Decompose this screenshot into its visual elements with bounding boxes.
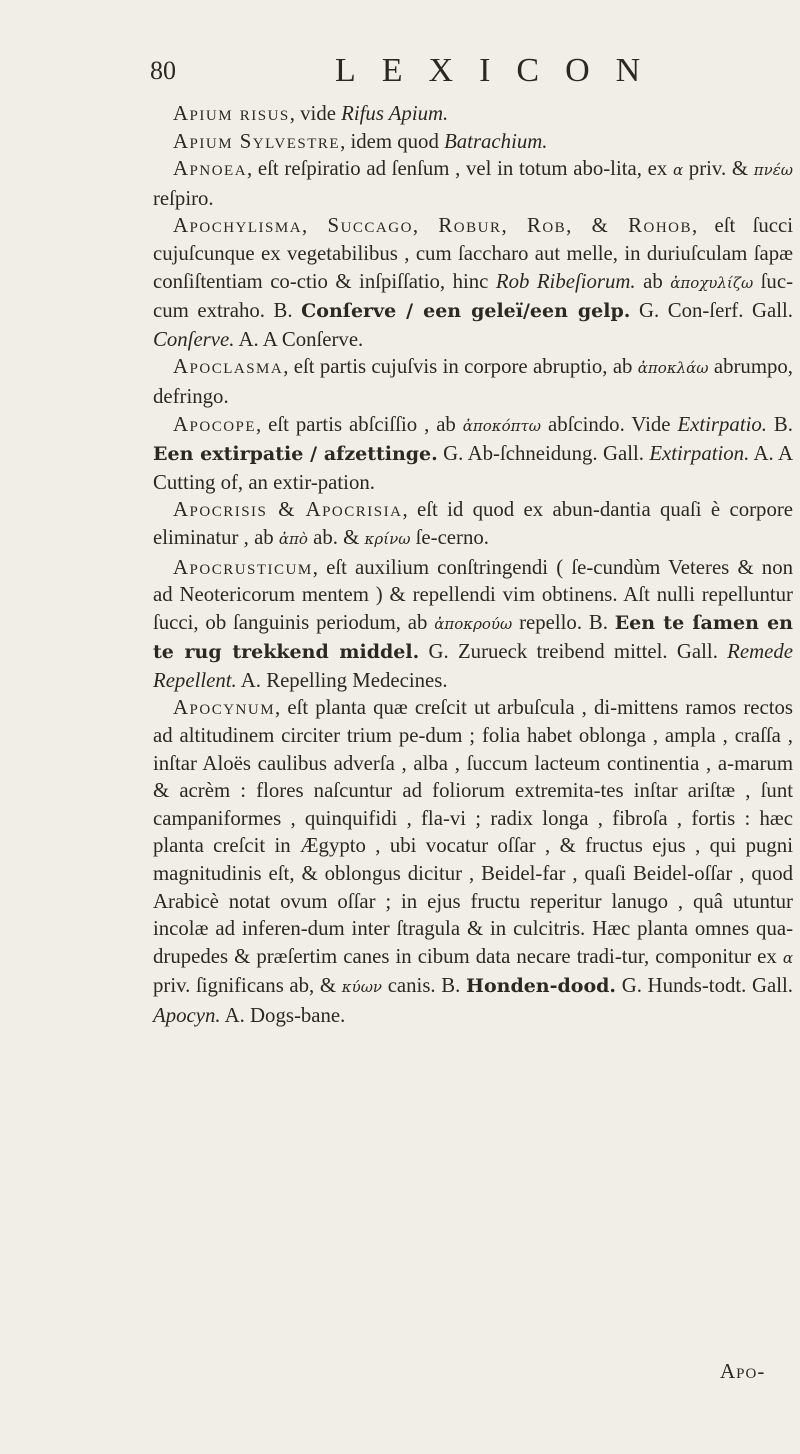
entry-headword: Apocope: [173, 412, 257, 436]
entry-text: B.: [766, 412, 793, 436]
entry-headword: Apocrusticum: [173, 555, 313, 579]
entry-headword: Apnoea: [173, 157, 248, 181]
entry-text: A. A Conſerve.: [234, 327, 364, 351]
entry-text: , idem quod: [340, 129, 445, 153]
entry-headword: Apoclasma: [173, 355, 284, 379]
italic-term: Rifus Apium.: [341, 102, 449, 125]
lexicon-entry: [153, 411, 793, 497]
entry-text: G. Con-ſerf. Gall.: [630, 299, 793, 323]
italic-term: Extirpation.: [649, 442, 750, 466]
entry-headword: Apochylisma, Succago, Robur, Rob, & Rohob: [173, 214, 692, 238]
entry-text: ab: [635, 269, 671, 293]
entry-text: A. Repelling Medecines.: [236, 668, 448, 692]
blackletter-translation: Een te ſamen en te rug trekkend middel.: [153, 611, 793, 664]
blackletter-translation: Conſerve / een geleï/een gelp.: [301, 300, 631, 323]
lexicon-entry: [153, 496, 793, 553]
entry-text: reſpiro.: [153, 186, 214, 210]
entry-text: priv. ſignificans ab, &: [153, 974, 342, 998]
greek-word: ἀπὸ: [278, 529, 308, 548]
entry-text: , eſt ſucci cujuſcunque ex vegetabilibus , cum ſaccharo aut melle, in duriuſculam ſapæ conſiſtentiam co-ctio & inſpiſſatio, hinc: [153, 214, 793, 293]
italic-term: Apocyn.: [153, 1004, 221, 1027]
lexicon-entry: [153, 694, 793, 1029]
entry-headword: Apocrisis & Apocrisia: [173, 498, 403, 522]
entry-headword: Apium Sylvestre: [173, 129, 341, 153]
lexicon-entry: [153, 554, 793, 695]
lexicon-entry: [153, 155, 793, 212]
entry-text: canis. B.: [382, 974, 466, 998]
greek-word: α: [672, 161, 684, 180]
entry-text: , eſt auxilium conſtringendi ( ſe-cundùm Veteres & non ad Neotericorum mentem ) & repellendi vim obtinens. Aſt nulli repelluntur ſucci, ob ſanguinis periodum, ab: [153, 555, 793, 634]
entry-text: A. Dogs-bane.: [220, 1004, 346, 1027]
greek-word: ἀποκλάω: [637, 359, 709, 378]
entry-text: abrumpo, defringo.: [153, 355, 793, 408]
entry-text: , eſt planta quæ creſcit ut arbuſcula , di-mittens ramos rectos ad altitudinem circiter trium pe-dum ; folia habet oblonga , ampla , craſſa , inſtar Aloës caulibus adverſa , alba , ſuccum lacteum continentia , a-marum & acrèm : flores naſcuntur ad foliorum extremita-tes inſtar ariſtæ , ſunt campaniformes , quinquifidi , fla-vi ; radix longa , fibroſa , fortis : hæc planta creſcit in Ægypto , ubi vocatur oſſar , & fructus ejus , qui pugni magnitudinis eſt, & oblongus dicitur , Beidel-far , quaſi Beidel-oſſar , quod Arabicè notat ovum oſſar ; in ejus fructu reperitur lanugo , quâ utuntur incolæ ad inferen-dum inter ſtragula & in culcitris. Hæc planta omnes qua-drupedes & præſertim canes in cibum data necare tradi-tur, componitur ex: [153, 696, 793, 968]
page-header: [0, 50, 800, 100]
italic-term: Conſerve.: [153, 327, 235, 351]
lexicon-entry: [153, 128, 793, 156]
entry-text: repello. B.: [512, 610, 615, 634]
entry-text: , eſt partis cujuſvis in corpore abruptio, ab: [283, 355, 638, 379]
entry-text: ſe-cerno.: [410, 525, 489, 549]
entry-text: , vide: [289, 102, 342, 125]
blackletter-translation: Een extirpatie / afzettinge.: [153, 443, 438, 466]
entry-text: ab. &: [307, 525, 365, 549]
lexicon-entry: [153, 100, 793, 128]
greek-word: πνέω: [753, 161, 793, 180]
lexicon-entries: [153, 100, 793, 1030]
lexicon-entry: [153, 212, 793, 353]
greek-word: κύων: [341, 978, 383, 997]
lexicon-entry: [153, 353, 793, 410]
entry-text: , eſt reſpiratio ad ſenſum , vel in totum abo-lita, ex: [247, 157, 673, 181]
italic-term: Remede Repellent.: [153, 640, 793, 692]
running-head: LEXICON: [335, 52, 667, 89]
entry-headword: Apium risus: [173, 102, 290, 125]
entry-text: A. A Cutting of, an extir-pation.: [153, 442, 793, 494]
entry-text: G. Hunds-todt. Gall.: [616, 974, 793, 998]
greek-word: ἀποκρούω: [434, 614, 513, 633]
blackletter-translation: Honden-dood.: [466, 975, 617, 998]
greek-word: κρίνω: [364, 529, 411, 548]
page-number: 80: [150, 56, 176, 85]
greek-word: ἀποκόπτω: [462, 416, 542, 435]
entry-text: G. Zurueck treibend mittel. Gall.: [419, 640, 728, 664]
italic-term: Extirpatio.: [677, 412, 767, 436]
entry-text: abſcindo. Vide: [541, 412, 678, 436]
greek-word: α: [782, 948, 793, 967]
entry-text: , eſt partis abſciſſio , ab: [256, 412, 463, 436]
entry-text: , eſt id quod ex abun-dantia quaſi è corpore eliminatur , ab: [153, 498, 793, 549]
greek-word: ἀποχυλίζω: [670, 273, 754, 292]
italic-term: Rob Ribeſiorum.: [495, 269, 636, 293]
entry-headword: Apocynum: [173, 696, 276, 720]
entry-text: ſuc-cum extraho. B.: [153, 269, 793, 323]
italic-term: Batrachium.: [444, 129, 548, 153]
catchword: Apo-: [720, 1359, 766, 1383]
entry-text: G. Ab-ſchneidung. Gall.: [437, 442, 650, 466]
entry-text: priv. &: [683, 157, 754, 181]
